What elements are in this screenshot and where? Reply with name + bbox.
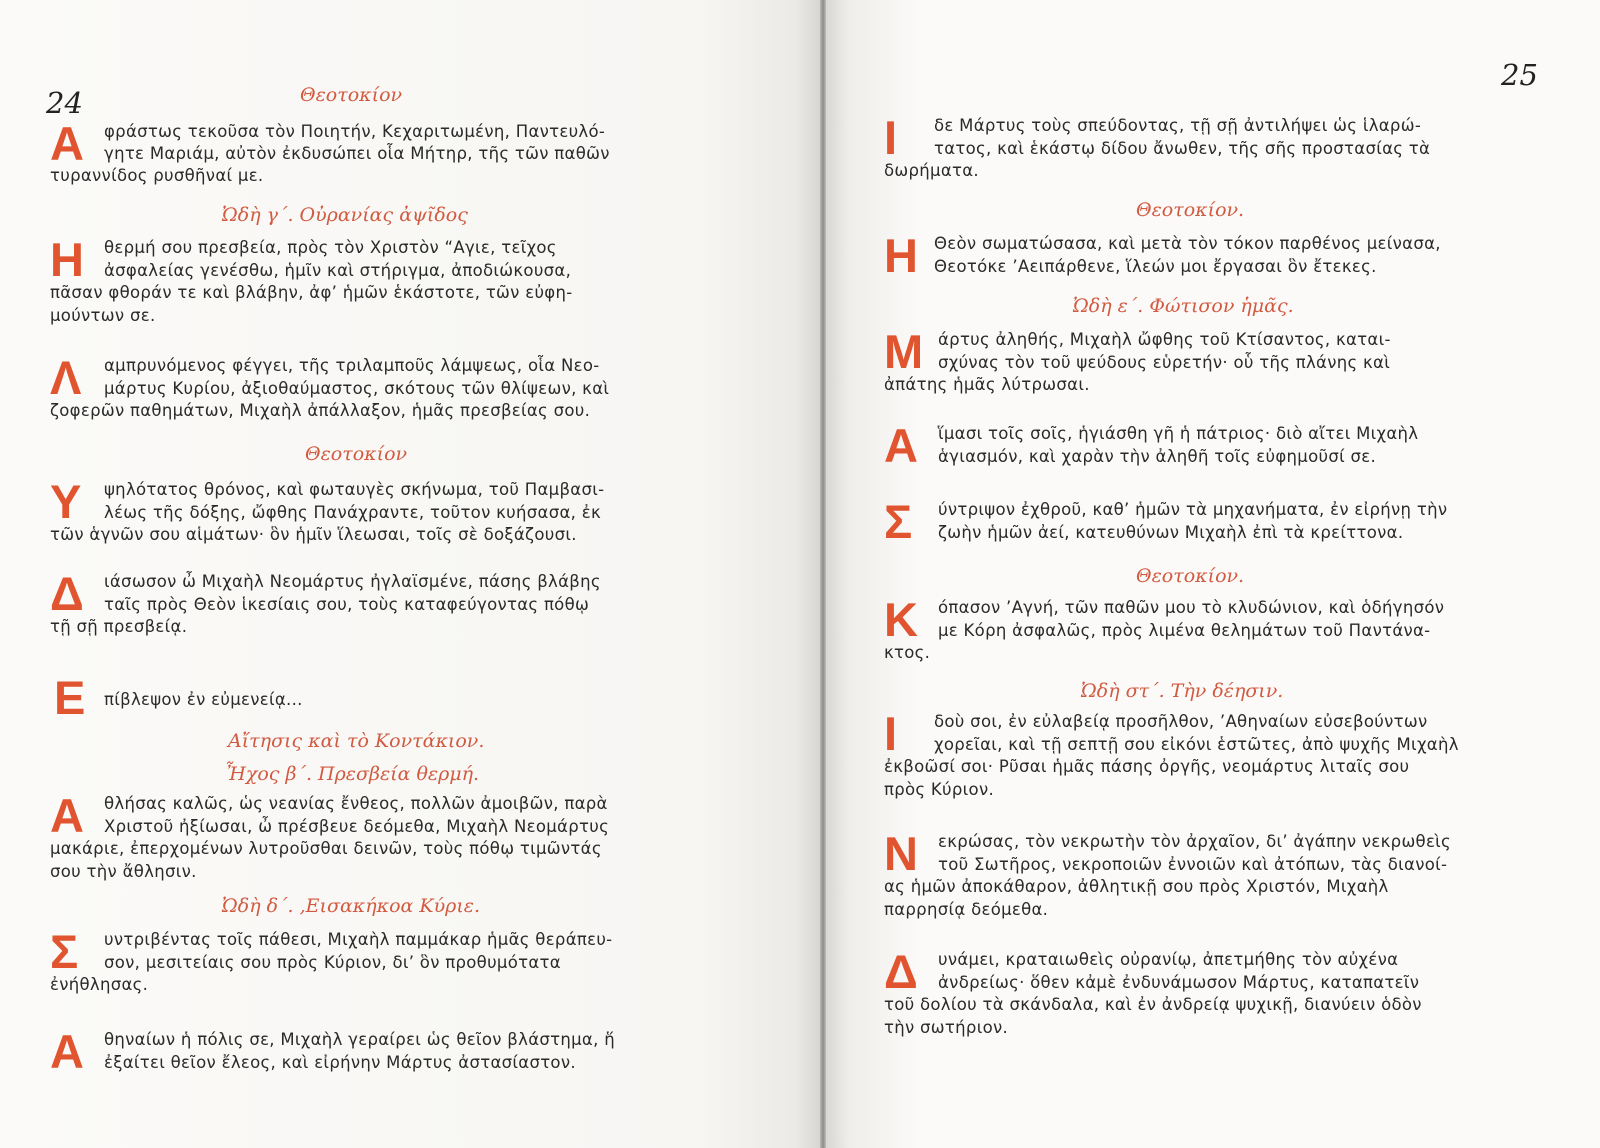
stanza-line: δε Μάρτυς τοὺς σπεύδοντας, τῇ σῇ ἀντιλήψει ὡς ἱλαρώ- (934, 116, 1422, 135)
stanza-line: Θεοτόκε ’Αειπάρθενε, ἵλεών μοι ἔργασαι ὃν ἔτεκες. (934, 256, 1377, 276)
stanza-line: θλήσας καλῶς, ὡς νεανίας ἔνθεος, πολλῶν ἀμοιβῶν, παρὰ (104, 794, 608, 813)
stanza-line: άρτυς ἀληθής, Μιχαὴλ ὤφθης τοῦ Κτίσαντος, καται- (938, 330, 1391, 349)
drop-cap-initial: Σ (50, 925, 79, 978)
drop-cap-initial: Κ (884, 593, 918, 646)
section-heading: Ὠδὴ γ΄. Οὐρανίας ἀψῖδος (222, 204, 468, 226)
drop-cap-initial: Ν (884, 827, 918, 880)
stanza-line: τοῦ Σωτῆρος, νεκροποιῶν ἐννοιῶν καὶ ἀτόπων, τὰς διανοί- (938, 854, 1448, 874)
drop-cap-initial: Υ (50, 475, 82, 528)
stanza-line: πρὸς Κύριον. (884, 779, 995, 799)
stanza-line: ἁγιασμόν, καὶ χαρὰν τὴν ἀληθῆ τοῖς εὐφημοῦσί σε. (938, 446, 1377, 466)
stanza-line: όπασον ’Αγνή, τῶν παθῶν μου τὸ κλυδώνιον, καὶ ὁδήγησόν (938, 598, 1445, 617)
drop-cap-initial: Σ (884, 495, 913, 548)
stanza-line: παρρησίᾳ δεόμεθα. (884, 899, 1049, 919)
drop-cap-initial: Ι (884, 111, 898, 164)
drop-cap-initial: Α (884, 419, 918, 472)
stanza-line: υνάμει, κραταιωθεὶς οὐρανίῳ, ἀπετμήθης τὸν αὐχένα (938, 950, 1399, 969)
stanza-line: Θεὸν σωματώσασα, καὶ μετὰ τὸν τόκον παρθένος μείνασα, (934, 234, 1441, 253)
section-heading: Ἦχος β΄. Πρεσβεία θερμή. (225, 763, 480, 785)
drop-cap-initial: Μ (884, 325, 924, 378)
drop-cap-initial: Α (50, 1025, 84, 1078)
stanza-line: δωρήματα. (884, 161, 979, 180)
stanza-line: ταῖς πρὸς Θεὸν ἱκεσίαις σου, τοὺς καταφεύγοντας πόθῳ (104, 594, 590, 614)
stanza-line: πίβλεψον ἐν εὐμενείᾳ... (104, 690, 303, 709)
drop-cap-initial: Α (50, 117, 84, 170)
stanza-line: υντριβέντας τοῖς πάθεσι, Μιχαὴλ παμμάκαρ ἡμᾶς θεράπευ- (104, 930, 613, 949)
stanza-line: ύντριψον ἐχθροῦ, καθ’ ἡμῶν τὰ μηχανήματα, ἐν εἰρήνῃ τὴν (938, 500, 1448, 519)
stanza-line: θερμή σου πρεσβεία, πρὸς τὸν Χριστὸν “Αγιε, τεῖχος (104, 238, 557, 257)
stanza-line: Χριστοῦ ἠξίωσαι, ὦ πρέσβευε δεόμεθα, Μιχαὴλ Νεομάρτυς (104, 816, 610, 836)
stanza-line: τατος, καὶ ἑκάστῳ δίδου ἄνωθεν, τῆς σῆς προστασίας τὰ (934, 138, 1431, 158)
stanza-line: μακάριε, ἐπερχομένων λυτροῦσθαι δεινῶν, τοὺς πόθῳ τιμῶντάς (50, 839, 602, 858)
section-heading: Ὠδὴ ε΄. Φώτισον ἡμᾶς. (1073, 295, 1294, 317)
stanza-line: σχύνας τὸν τοῦ ψεύδους εὑρετήν· οὗ τῆς πλάνης καὶ (938, 352, 1391, 372)
stanza-line: ἐνήθλησας. (50, 975, 149, 994)
section-heading: Θεοτοκίον (305, 443, 408, 465)
drop-cap-initial: Λ (50, 351, 82, 404)
stanza-line: λέως τῆς δόξης, ὤφθης Πανάχραντε, τοῦτον κυήσασα, ἐκ (104, 502, 601, 522)
stanza-line: μάρτυς Κυρίου, ἀξιοθαύμαστος, σκότους τῶν θλίψεων, καὶ (104, 378, 610, 398)
stanza-line: ἀπάτης ἡμᾶς λύτρωσαι. (884, 375, 1090, 394)
right-page (826, 0, 1600, 1148)
stanza-line: γητε Μαριάμ, αὐτὸν ἐκδυσώπει οἷα Μήτηρ, τῆς τῶν παθῶν (104, 144, 610, 163)
stanza-line: αμπρυνόμενος φέγγει, τῆς τριλαμποῦς λάμψεως, οἷα Νεο- (104, 356, 600, 375)
stanza-line: τυραννίδος ρυσθῆναί με. (50, 166, 264, 185)
stanza-line: ἵμασι τοῖς σοῖς, ἡγιάσθη γῆ ἡ πάτριος· διὸ αἴτει Μιχαὴλ (938, 424, 1419, 443)
drop-cap-initial: Ι (884, 707, 898, 760)
stanza-line: πᾶσαν φθοράν τε καὶ βλάβην, ἀφ’ ἡμῶν ἑκάστοτε, τῶν εὐφη- (50, 283, 573, 302)
page-number: 25 (1501, 58, 1538, 92)
stanza-line: ἀσφαλείας γενέσθω, ἡμῖν καὶ στήριγμα, ἀποδιώκουσα, (104, 260, 572, 280)
stanza-line: τοῦ δολίου τὰ σκάνδαλα, καὶ ἐν ἀνδρείᾳ ψυχικῇ, διανύειν ὁδὸν (884, 995, 1422, 1014)
section-heading: Αἴτησις καὶ τὸ Κοντάκιον. (228, 730, 485, 752)
stanza-line: χορεῖαι, καὶ τῇ σεπτῇ σου εἰκόνι ἑστῶτες, ἀπὸ ψυχῆς Μιχαὴλ (934, 734, 1459, 754)
section-heading: Ὠδὴ στ΄. Τὴν δέησιν. (1081, 680, 1284, 702)
stanza-line: εκρώσας, τὸν νεκρωτὴν τὸν ἀρχαῖον, δι’ ἀγάπην νεκρωθεὶς (938, 832, 1452, 851)
stanza-line: μούντων σε. (50, 305, 156, 325)
stanza-line: σου τὴν ἄθλησιν. (50, 861, 197, 881)
section-heading: Ὠδὴ δ΄. ,Εισακήκοα Κύριε. (222, 895, 481, 917)
stanza-line: ἀνδρείως· ὅθεν κἀμὲ ἐνδυνάμωσον Μάρτυς, καταπατεῖν (938, 972, 1420, 992)
section-heading: Θεοτοκίον (300, 84, 403, 106)
stanza-line: ψηλότατος θρόνος, καὶ φωταυγὲς σκήνωμα, τοῦ Παμβασι- (104, 480, 605, 499)
section-heading: Θεοτοκίον. (1136, 199, 1245, 221)
stanza-line: θηναίων ἡ πόλις σε, Μιχαὴλ γεραίρει ὡς θεῖον βλάστημα, ἥ (104, 1030, 615, 1049)
section-heading: Θεοτοκίον. (1136, 565, 1245, 587)
stanza-line: ας ἡμῶν ἀποκάθαρον, ἀθλητικῇ σου πρὸς Χριστόν, Μιχαὴλ (884, 877, 1389, 896)
stanza-line: ἐξαίτει θεῖον ἔλεος, καὶ εἰρήνην Μάρτυς ἀστασίαστον. (104, 1052, 576, 1072)
stanza-line: ζοφερῶν παθημάτων, Μιχαὴλ ἀπάλλαξον, ἡμᾶς πρεσβείας σου. (50, 401, 591, 420)
stanza-line: κτος. (884, 643, 931, 662)
stanza-line: τῶν ἁγνῶν σου αἱμάτων· ὃν ἡμῖν ἵλεωσαι, τοῖς σὲ δοξάζουσι. (50, 525, 577, 544)
stanza-line: ζωὴν ἡμῶν ἀεί, κατευθύνων Μιχαὴλ ἐπὶ τὰ κρείττονα. (938, 522, 1404, 542)
stanza-line: ἐκβοῶσί σοι· Ρῦσαι ἡμᾶς πάσης ὀργῆς, νεομάρτυς λιταῖς σου (884, 757, 1410, 776)
stanza-line: τὴν σωτήριον. (884, 1017, 1009, 1037)
stanza-line: φράστως τεκοῦσα τὸν Ποιητήν, Κεχαριτωμένη, Παντευλό- (104, 122, 606, 141)
drop-cap-initial: Η (50, 233, 84, 286)
drop-cap-initial: Η (884, 229, 918, 282)
drop-cap-initial: Α (50, 789, 84, 842)
stanza-line: τῇ σῇ πρεσβείᾳ. (50, 617, 188, 636)
drop-cap-initial: Δ (50, 567, 84, 620)
stanza-line: ιάσωσον ὦ Μιχαὴλ Νεομάρτυς ἠγλαϊσμένε, πάσης βλάβης (104, 572, 601, 591)
page-number: 24 (46, 86, 83, 120)
stanza-line: με Κόρη ἀσφαλῶς, πρὸς λιμένα θελημάτων τοῦ Παντάνα- (938, 620, 1431, 640)
stanza-line: σον, μεσιτείαις σου πρὸς Κύριον, δι’ ὃν προθυμότατα (104, 952, 561, 972)
drop-cap-initial: Ε (54, 671, 86, 724)
drop-cap-initial: Δ (884, 945, 918, 998)
stanza-line: δοὺ σοι, ἐν εὐλαβείᾳ προσῆλθον, ’Αθηναίων εὐσεβούντων (934, 712, 1428, 731)
